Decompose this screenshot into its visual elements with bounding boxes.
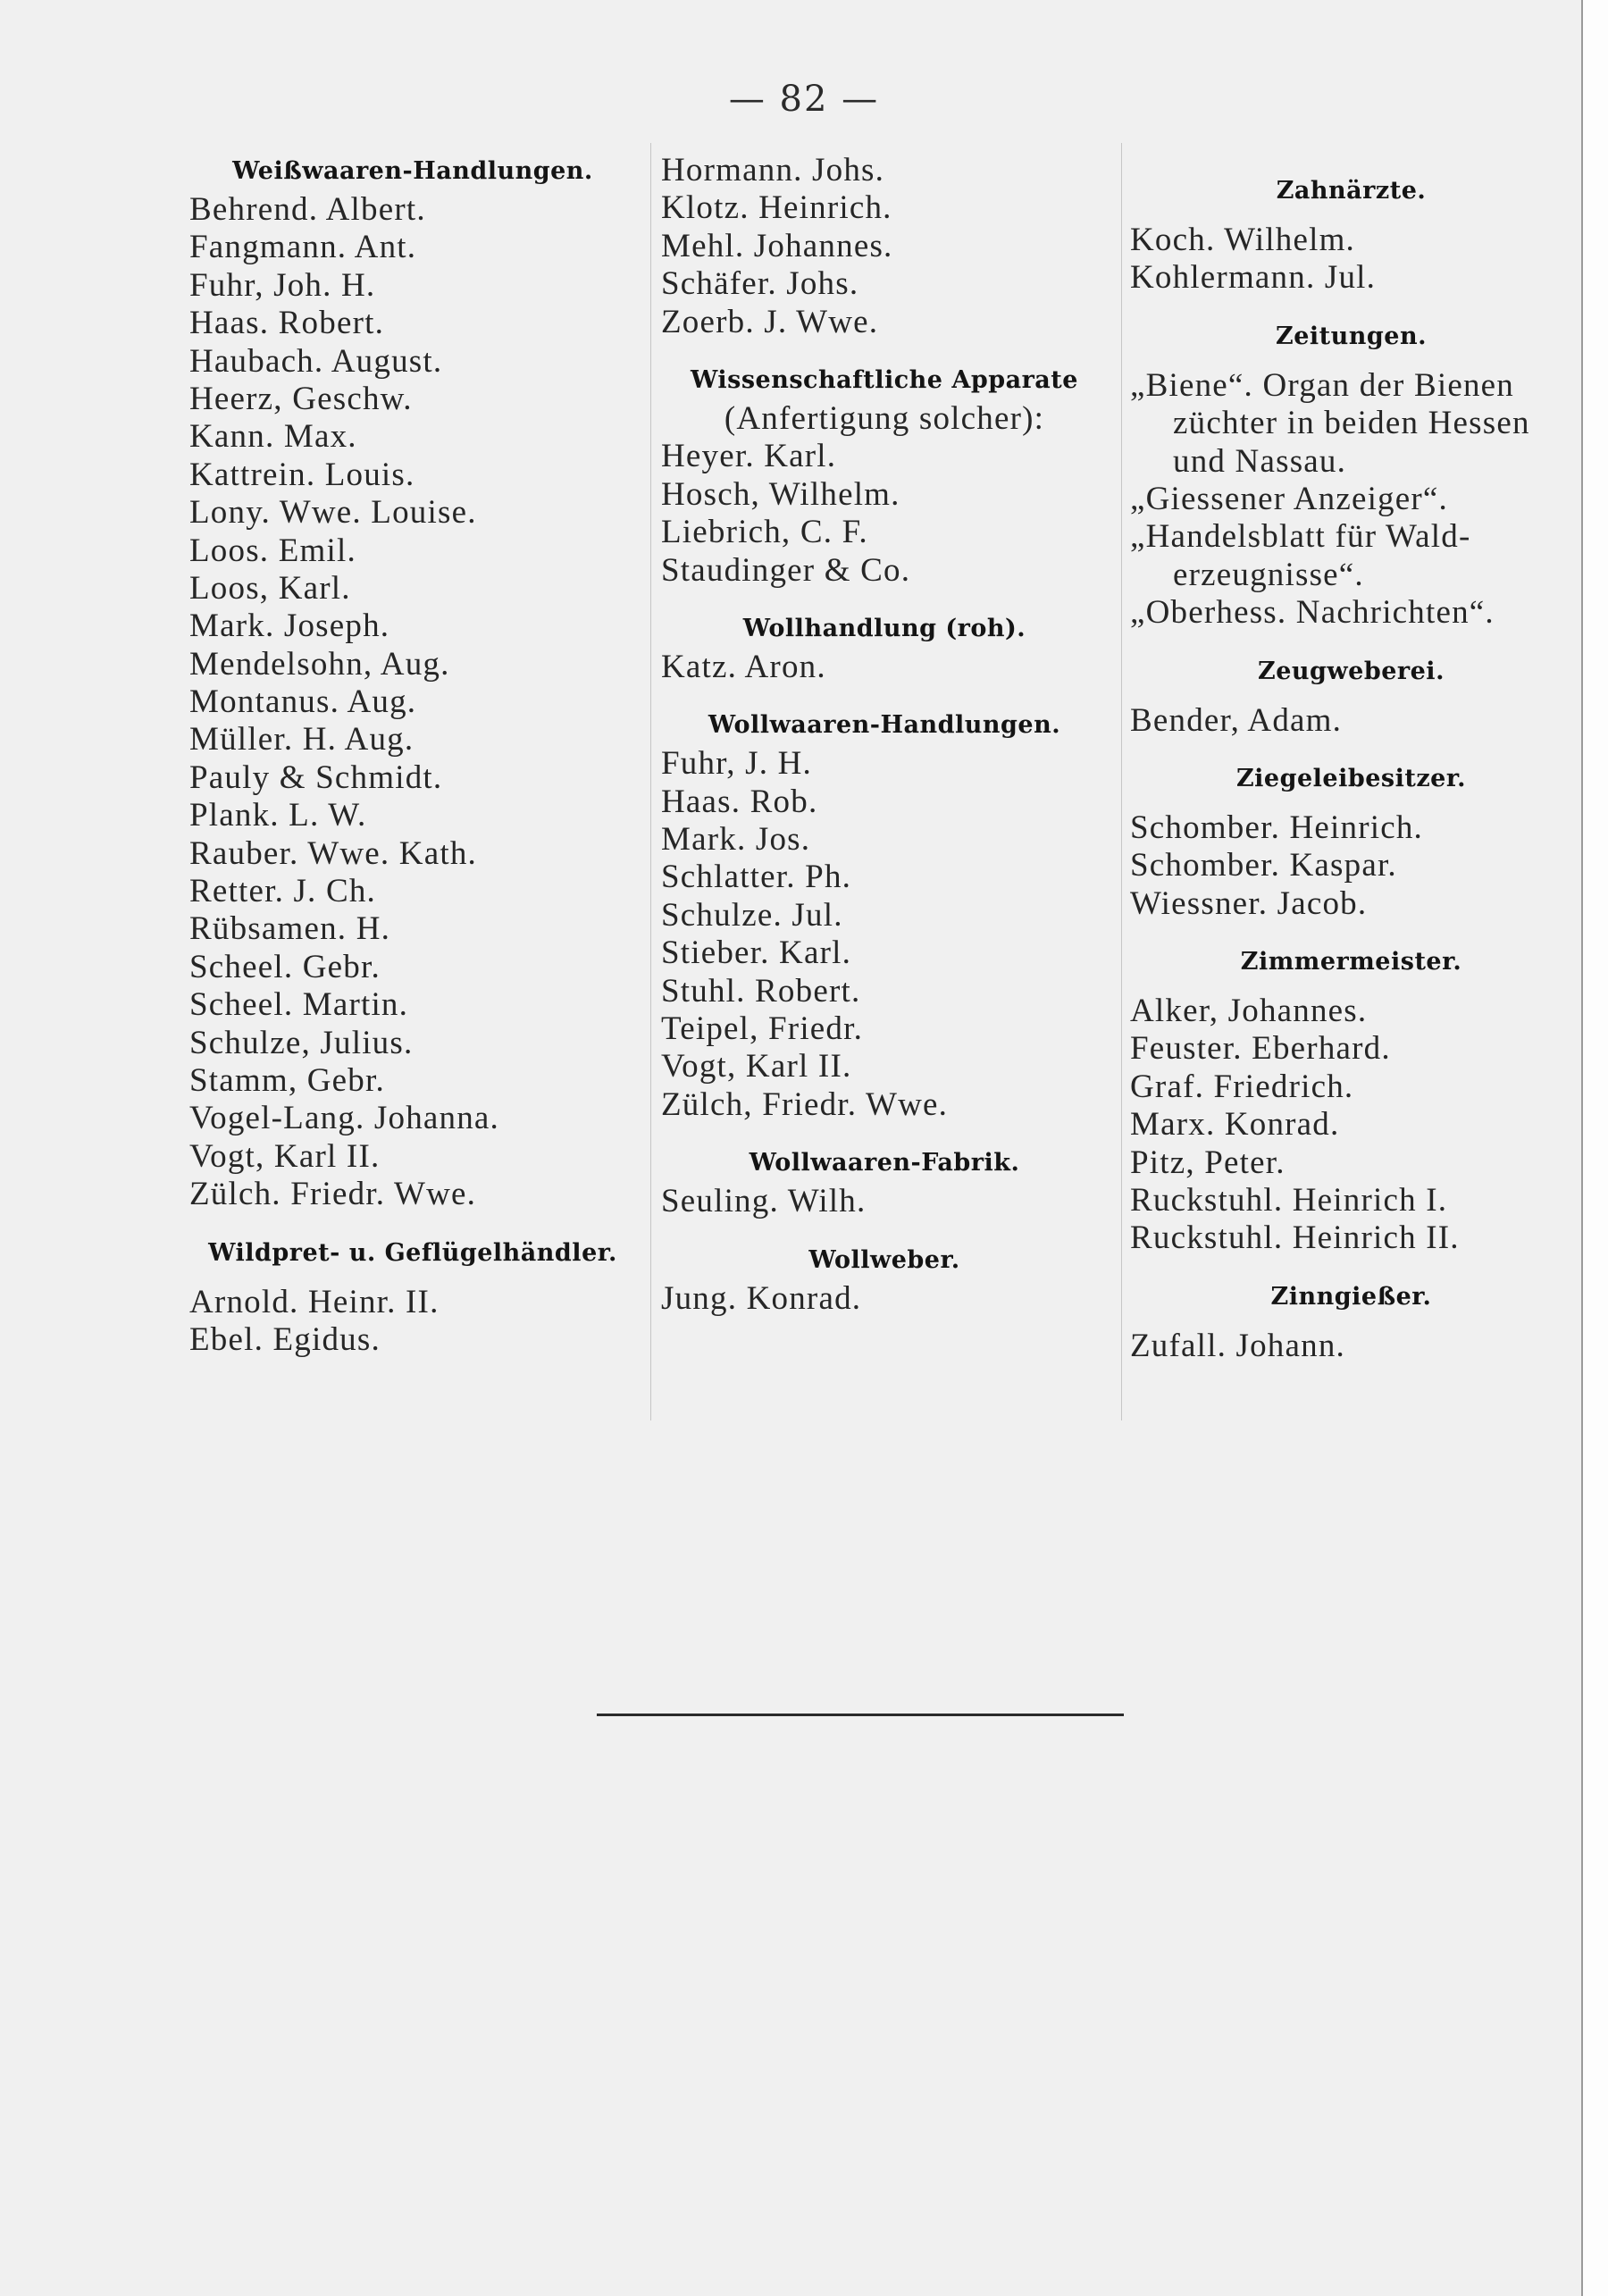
list-entry: Ruckstuhl. Heinrich II. (1130, 1219, 1460, 1257)
list-entry: Rübsamen. H. (189, 910, 391, 948)
list-entry: Feuster. Eberhard. (1130, 1030, 1391, 1068)
list-entry: Schulze. Jul. (661, 896, 843, 934)
list-entry: Liebrich, C. F. (661, 514, 868, 551)
list-entry: Jung. Konrad. (661, 1279, 862, 1317)
list-entry: züchter in beiden Hessen (1173, 405, 1530, 442)
list-entry: Lony. Wwe. Louise. (189, 494, 477, 532)
list-entry: und Nassau. (1173, 442, 1347, 480)
list-entry: Müller. H. Aug. (189, 721, 415, 758)
section-subheading: (Anfertigung solcher): (724, 399, 1045, 437)
list-entry: Schomber. Kaspar. (1130, 847, 1397, 884)
list-entry: Pauly & Schmidt. (189, 758, 443, 796)
list-entry: Wiessner. Jacob. (1130, 884, 1368, 922)
list-entry: Scheel. Martin. (189, 986, 409, 1024)
list-entry: Mehl. Johannes. (661, 227, 893, 264)
section-heading-wollweber: Wollweber. (808, 1245, 960, 1274)
list-entry: Scheel. Gebr. (189, 948, 381, 985)
list-entry: Staudinger & Co. (661, 551, 911, 589)
column-3 (1130, 152, 1572, 1365)
list-entry: Vogel-Lang. Johanna. (189, 1100, 499, 1137)
list-entry: Zoerb. J. Wwe. (661, 303, 879, 340)
section-heading-apparate: Wissenschaftliche Apparate (691, 365, 1078, 394)
section-heading-wildpret: Wildpret- u. Geflügelhändler. (208, 1238, 617, 1267)
column-1 (189, 152, 636, 1359)
list-entry: Kann. Max. (189, 418, 357, 456)
list-entry: Behrend. Albert. (189, 191, 426, 228)
list-entry: Loos. Emil. (189, 532, 356, 569)
list-entry: Hormann. Johs. (661, 152, 885, 189)
section-heading-zahnaerzte: Zahnärzte. (1276, 177, 1427, 205)
list-entry: Mark. Jos. (661, 821, 811, 859)
section-heading-zeugweberei: Zeugweberei. (1258, 657, 1445, 685)
list-entry: Alker, Johannes. (1130, 993, 1368, 1030)
list-entry: Marx. Konrad. (1130, 1106, 1340, 1144)
list-entry: Koch. Wilhelm. (1130, 222, 1356, 258)
section-heading-weisswaaren: Weißwaaren-Handlungen. (232, 157, 593, 185)
list-entry: Haubach. August. (189, 342, 443, 380)
list-entry: Ebel. Egidus. (189, 1320, 381, 1358)
column-2 (661, 152, 1108, 1318)
list-entry: Bender, Adam. (1130, 701, 1343, 739)
list-entry: Zülch, Friedr. Wwe. (661, 1085, 949, 1123)
list-entry: Fuhr, Joh. H. (189, 266, 376, 304)
list-entry: Stamm, Gebr. (189, 1061, 385, 1099)
list-entry: „Biene“. Organ der Bienen (1130, 366, 1514, 404)
list-entry: Heerz, Geschw. (189, 380, 413, 417)
column-divider-1 (650, 143, 651, 1420)
list-entry: Heyer. Karl. (661, 438, 837, 475)
section-heading-ziegeleibesitzer: Ziegeleibesitzer. (1235, 764, 1467, 792)
list-entry: Rauber. Wwe. Kath. (189, 834, 477, 872)
list-entry: „Giessener Anzeiger“. (1130, 480, 1448, 517)
closing-rule (597, 1714, 1124, 1716)
list-entry: Teipel, Friedr. (661, 1010, 864, 1048)
list-entry: „Handelsblatt für Wald- (1130, 518, 1471, 556)
section-heading-wollwaaren-handlungen: Wollwaaren-Handlungen. (708, 711, 1061, 740)
list-entry: Mendelsohn, Aug. (189, 645, 450, 683)
section-heading-zinngiesser: Zinngießer. (1270, 1282, 1432, 1311)
list-entry: Kattrein. Louis. (189, 456, 415, 493)
list-entry: Schäfer. Johs. (661, 265, 859, 303)
list-entry: „Oberhess. Nachrichten“. (1130, 594, 1495, 632)
list-entry: Schomber. Heinrich. (1130, 809, 1423, 846)
list-entry: Zülch. Friedr. Wwe. (189, 1176, 477, 1213)
list-entry: Montanus. Aug. (189, 683, 417, 721)
section-heading-wollwaaren-fabrik: Wollwaaren-Fabrik. (749, 1149, 1020, 1177)
page-edge (1581, 0, 1608, 2296)
section-heading-zimmermeister: Zimmermeister. (1240, 948, 1462, 976)
list-entry: Fangmann. Ant. (189, 229, 417, 266)
list-entry: Stuhl. Robert. (661, 972, 861, 1010)
list-entry: Hosch, Wilhelm. (661, 475, 900, 513)
list-entry: Schulze, Julius. (189, 1024, 414, 1061)
section-heading-zeitungen: Zeitungen. (1276, 322, 1427, 350)
column-divider-2 (1121, 143, 1122, 1420)
page-number: — 82 — (728, 79, 880, 120)
list-entry: Katz. Aron. (661, 648, 826, 685)
list-entry: Mark. Joseph. (189, 608, 390, 645)
list-entry: Loos, Karl. (189, 569, 351, 607)
list-entry: Ruckstuhl. Heinrich I. (1130, 1182, 1448, 1219)
list-entry: Graf. Friedrich. (1130, 1068, 1354, 1105)
list-entry: Haas. Robert. (189, 305, 385, 342)
list-entry: Kohlermann. Jul. (1130, 259, 1377, 297)
list-entry: Retter. J. Ch. (189, 873, 376, 910)
list-entry: Arnold. Heinr. II. (189, 1283, 440, 1320)
list-entry: Haas. Rob. (661, 783, 818, 820)
list-entry: Plank. L. W. (189, 797, 367, 834)
list-entry: Fuhr, J. H. (661, 745, 812, 783)
list-entry: Pitz, Peter. (1130, 1144, 1286, 1181)
list-entry: Seuling. Wilh. (661, 1183, 867, 1220)
list-entry: Vogt, Karl II. (189, 1137, 381, 1175)
list-entry: Stieber. Karl. (661, 934, 852, 972)
list-entry: Zufall. Johann. (1130, 1327, 1345, 1364)
list-entry: Klotz. Heinrich. (661, 189, 892, 227)
section-heading-wollhandlung: Wollhandlung (roh). (742, 614, 1026, 642)
list-entry: Schlatter. Ph. (661, 859, 852, 896)
list-entry: Vogt, Karl II. (661, 1048, 852, 1085)
list-entry: erzeugnisse“. (1173, 556, 1364, 593)
